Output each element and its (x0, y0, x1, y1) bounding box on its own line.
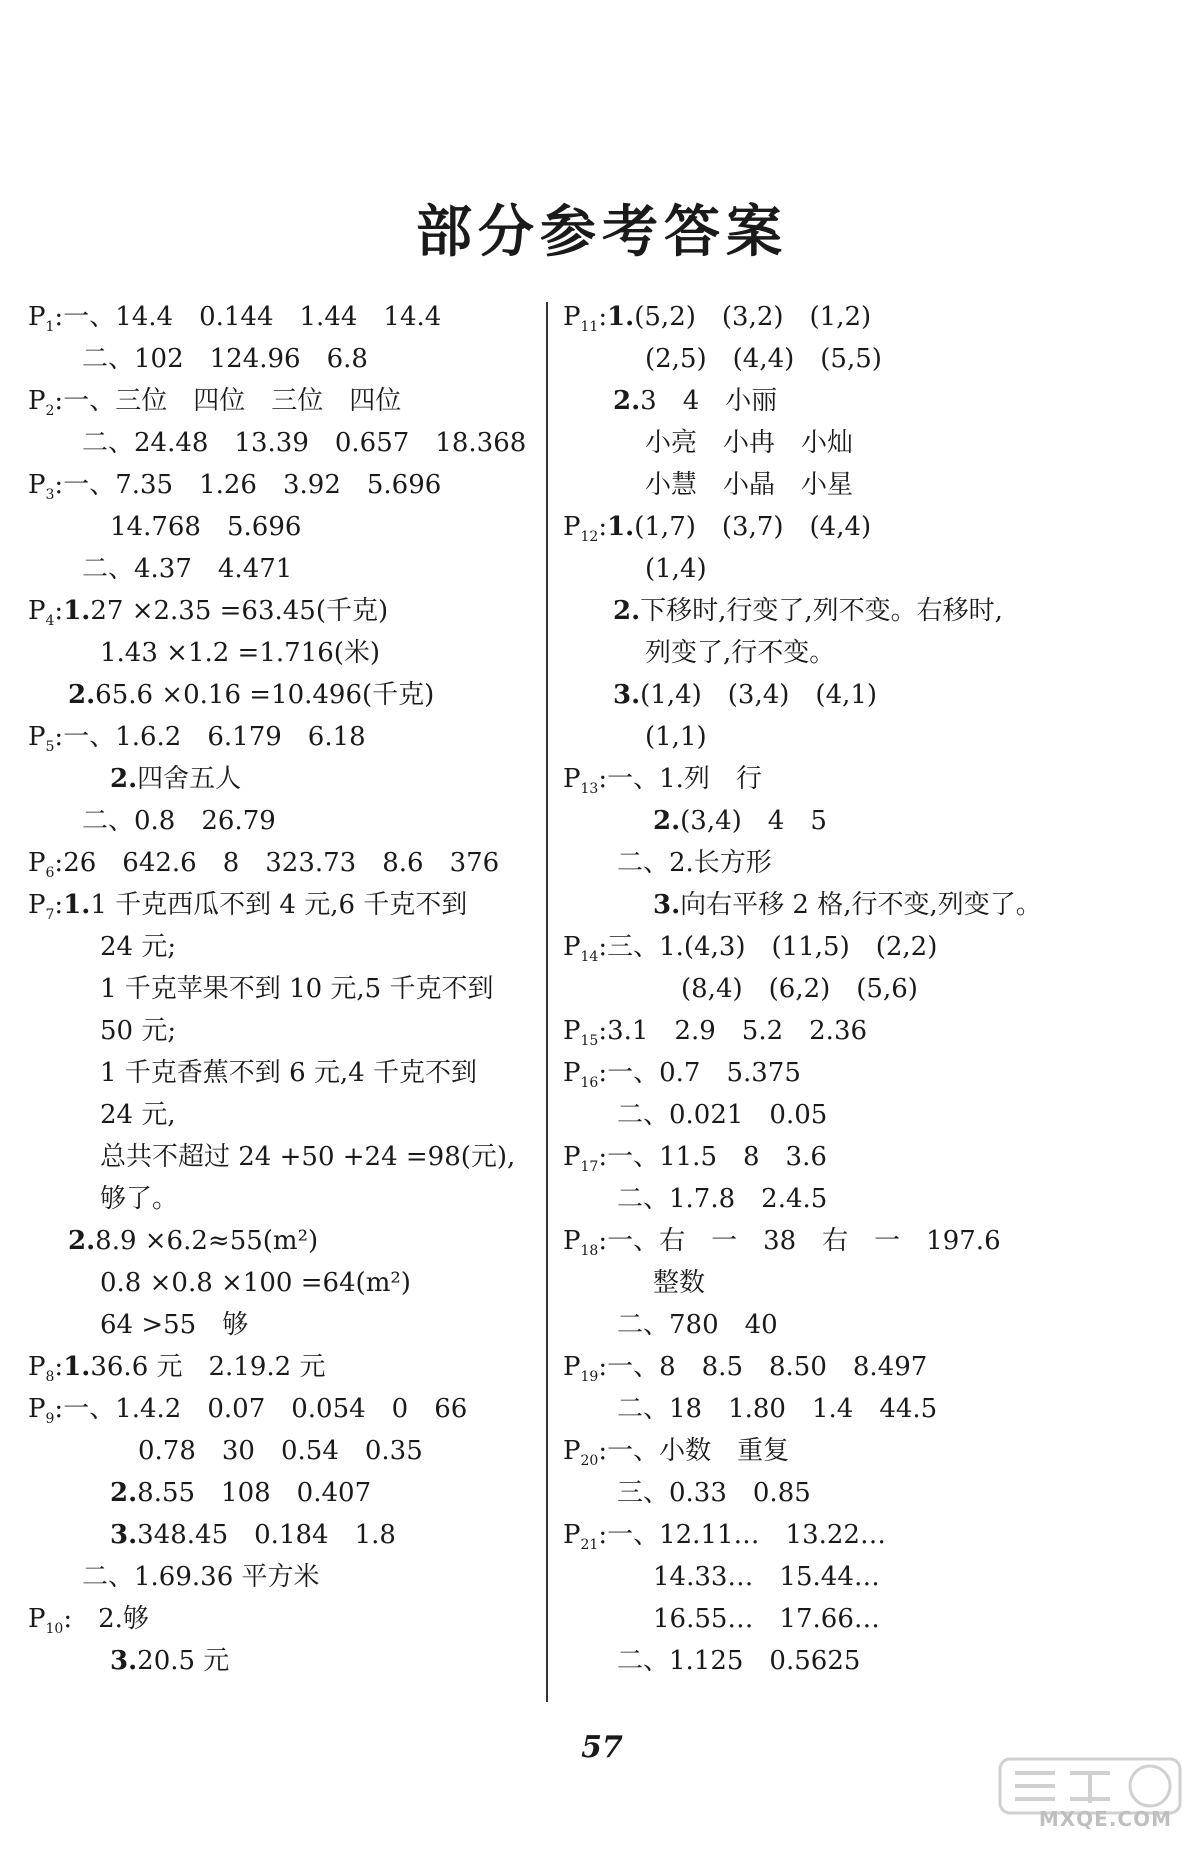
answer-line (28, 888, 467, 932)
answer-text: 50 元; (100, 1016, 177, 1046)
answer-line (100, 1266, 411, 1300)
answer-line (563, 1056, 801, 1100)
answer-text: (3,4) 4 5 (680, 806, 827, 836)
page-ref-label: $P_{13}$ (563, 764, 599, 797)
answer-line (100, 636, 380, 670)
answer-text: 24 元, (100, 1100, 176, 1130)
page-ref-label: $P_3$ (28, 470, 55, 503)
question-number: 3. (110, 1646, 138, 1676)
answer-text: 0.78 30 0.54 0.35 (138, 1436, 423, 1466)
answer-text: 整数 (653, 1268, 706, 1298)
answer-line (28, 594, 388, 638)
answer-text: (8,4) (6,2) (5,6) (681, 974, 918, 1004)
answer-text: 一、8 8.5 8.50 8.497 (607, 1352, 928, 1382)
answer-line (653, 1266, 705, 1300)
answer-text: 二、102 124.96 6.8 (82, 344, 368, 374)
answer-line (110, 762, 241, 796)
answer-line (28, 300, 441, 344)
answer-line (28, 384, 401, 428)
page-ref-label: $P_8$ (28, 1352, 55, 1385)
page-ref-label: $P_{15}$ (563, 1016, 599, 1049)
answer-line (110, 1518, 396, 1552)
question-number: 3. (110, 1520, 138, 1550)
column-divider (546, 302, 548, 1702)
answer-text: 1 千克苹果不到 10 元,5 千克不到 (100, 974, 494, 1004)
page-ref-label: $P_4$ (28, 596, 55, 629)
label-separator: : (54, 1352, 64, 1382)
answer-text: 一、12.11… 13.22… (607, 1520, 886, 1550)
answer-line (681, 972, 918, 1006)
label-separator: : (54, 1394, 64, 1424)
answer-text: 二、2.长方形 (617, 848, 772, 878)
answer-line (110, 1644, 229, 1678)
answer-text: 36.6 元 2.19.2 元 (90, 1352, 326, 1382)
answer-line (28, 1392, 467, 1436)
page-ref-label: $P_{20}$ (563, 1436, 599, 1469)
answer-text: 一、1.6.2 6.179 6.18 (63, 722, 366, 752)
answer-line (110, 1476, 371, 1510)
question-number: 1. (607, 512, 635, 542)
label-separator: : (598, 1520, 608, 1550)
question-number: 2. (68, 680, 96, 710)
answer-text: 总共不超过 24 +50 +24 =98(元), (100, 1142, 516, 1172)
answer-line (653, 804, 827, 838)
answer-text: 三、0.33 0.85 (617, 1478, 811, 1508)
question-number: 1. (607, 302, 635, 332)
answer-line (563, 762, 762, 806)
answer-text: (1,4) (645, 554, 707, 584)
label-separator: : (54, 848, 64, 878)
answer-line (68, 1224, 318, 1258)
answer-text: 四舍五人 (137, 764, 242, 794)
answer-text: 8.9 ×6.2≈55(m²) (95, 1226, 319, 1256)
answer-text: 27 ×2.35 =63.45(千克) (90, 596, 389, 626)
answer-line (100, 1182, 178, 1216)
label-separator: : (54, 302, 64, 332)
page-ref-label: $P_1$ (28, 302, 55, 335)
answer-text: 二、1.69.36 平方米 (82, 1562, 320, 1592)
label-separator: : (598, 764, 608, 794)
answer-text: 一、右 一 38 右 一 197.6 (607, 1226, 1001, 1256)
page-ref-label: $P_{18}$ (563, 1226, 599, 1259)
page-ref-label: $P_{21}$ (563, 1520, 599, 1553)
answer-line (28, 720, 366, 764)
answer-line (617, 1182, 827, 1216)
answer-line (653, 1560, 880, 1594)
question-number: 3. (653, 890, 681, 920)
answer-line (100, 1098, 176, 1132)
label-separator: : (54, 722, 64, 752)
answer-text: 0.8 ×0.8 ×100 =64(m²) (100, 1268, 411, 1298)
label-separator: : (54, 596, 64, 626)
answer-line (645, 426, 853, 460)
answer-text: (2,5) (4,4) (5,5) (645, 344, 882, 374)
question-number: 2. (613, 386, 641, 416)
answer-line (645, 552, 707, 586)
answer-text: (1,7) (3,7) (4,4) (634, 512, 872, 542)
answer-line (100, 930, 176, 964)
watermark-text: MXQE.COM (1038, 1807, 1172, 1831)
answer-line (100, 1056, 477, 1090)
label-separator: : (54, 890, 64, 920)
answer-text: 14.768 5.696 (110, 512, 302, 542)
label-separator: : (598, 1058, 608, 1088)
answer-text: (1,1) (645, 722, 707, 752)
page-ref-label: $P_{10}$ (28, 1604, 64, 1637)
answer-text: 下移时,行变了,列不变。右移时, (640, 596, 1003, 626)
answer-text: 14.33… 15.44… (653, 1562, 880, 1592)
answer-line (617, 846, 772, 880)
answer-text: 348.45 0.184 1.8 (137, 1520, 396, 1550)
answer-text: 列变了,行不变。 (645, 638, 836, 668)
answer-line (100, 972, 494, 1006)
page-ref-label: $P_{12}$ (563, 512, 599, 545)
question-number: 1. (63, 890, 91, 920)
question-number: 2. (613, 596, 641, 626)
page-ref-label: $P_{16}$ (563, 1058, 599, 1091)
answer-text: 一、7.35 1.26 3.92 5.696 (63, 470, 442, 500)
answer-line (617, 1098, 827, 1132)
answer-text: 2.够 (72, 1604, 149, 1634)
answer-line (653, 888, 1042, 922)
label-separator: : (598, 302, 608, 332)
question-number: 1. (63, 1352, 91, 1382)
answer-line (68, 678, 434, 712)
answer-text: 三、1.(4,3) (11,5) (2,2) (607, 932, 938, 962)
answer-text: 24 元; (100, 932, 177, 962)
page-ref-label: $P_2$ (28, 386, 55, 419)
answer-text: 二、0.021 0.05 (617, 1100, 828, 1130)
answer-text: 二、0.8 26.79 (82, 806, 276, 836)
page-ref-label: $P_7$ (28, 890, 55, 923)
answer-line (613, 678, 877, 712)
answer-line (110, 510, 301, 544)
answer-line (100, 1140, 515, 1174)
answer-line (563, 1014, 867, 1058)
question-number: 2. (653, 806, 681, 836)
answer-line (82, 552, 292, 586)
question-number: 3. (613, 680, 641, 710)
answer-text: 8.55 108 0.407 (137, 1478, 372, 1508)
answer-line (645, 468, 853, 502)
answer-text: 65.6 ×0.16 =10.496(千克) (95, 680, 435, 710)
answer-line (138, 1434, 423, 1468)
label-separator: : (598, 1016, 608, 1046)
answer-text: 26 642.6 8 323.73 8.6 376 (63, 848, 500, 878)
answer-text: (5,2) (3,2) (1,2) (634, 302, 872, 332)
answer-line (82, 804, 276, 838)
answer-line (100, 1308, 248, 1342)
answer-text: 一、0.7 5.375 (607, 1058, 801, 1088)
answer-line (617, 1476, 811, 1510)
answer-text: 一、14.4 0.144 1.44 14.4 (63, 302, 442, 332)
page-ref-label: $P_9$ (28, 1394, 55, 1427)
answer-text: 1.43 ×1.2 =1.716(米) (100, 638, 381, 668)
answer-text: 一、1.4.2 0.07 0.054 0 66 (63, 1394, 468, 1424)
page-title: 部分参考答案 (416, 199, 788, 265)
label-separator: : (54, 386, 64, 416)
label-separator: : (54, 470, 64, 500)
answer-text: 小慧 小晶 小星 (645, 470, 854, 500)
answer-text: 二、18 1.80 1.4 44.5 (617, 1394, 938, 1424)
question-number: 1. (63, 596, 91, 626)
question-number: 2. (68, 1226, 96, 1256)
answer-line (100, 1014, 176, 1048)
label-separator: : (598, 512, 608, 542)
label-separator: : (598, 932, 608, 962)
answer-line (28, 468, 441, 512)
answer-text: 二、4.37 4.471 (82, 554, 293, 584)
answer-line (617, 1308, 778, 1342)
watermark-logo (990, 1753, 1190, 1841)
page-ref-label: $P_{17}$ (563, 1142, 599, 1175)
answer-text: 64 >55 够 (100, 1310, 249, 1340)
answer-line (563, 1140, 827, 1184)
answer-text: 一、11.5 8 3.6 (607, 1142, 827, 1172)
answer-line (82, 1560, 320, 1594)
answer-text: 二、780 40 (617, 1310, 778, 1340)
answer-line (563, 510, 871, 554)
answer-text: (1,4) (3,4) (4,1) (640, 680, 878, 710)
answer-line (617, 1392, 937, 1426)
page-ref-label: $P_6$ (28, 848, 55, 881)
answer-line (613, 384, 777, 418)
answer-line (28, 1602, 149, 1646)
answer-line (563, 1434, 789, 1478)
page-ref-label: $P_{11}$ (563, 302, 599, 335)
label-separator: : (63, 1604, 73, 1634)
answer-text: 向右平移 2 格,行不变,列变了。 (680, 890, 1042, 920)
answer-text: 3 4 小丽 (640, 386, 778, 416)
answer-line (28, 846, 499, 890)
answer-line (82, 426, 526, 460)
answer-line (28, 1350, 325, 1394)
answer-text: 1 千克西瓜不到 4 元,6 千克不到 (90, 890, 468, 920)
answer-line (613, 594, 1003, 628)
label-separator: : (598, 1226, 608, 1256)
answer-text: 一、1.列 行 (607, 764, 762, 794)
answer-text: 20.5 元 (137, 1646, 230, 1676)
answer-line (645, 720, 707, 754)
answer-text: 1 千克香蕉不到 6 元,4 千克不到 (100, 1058, 477, 1088)
answer-line (563, 1518, 886, 1562)
answer-text: 二、1.125 0.5625 (617, 1646, 861, 1676)
answer-text: 二、1.7.8 2.4.5 (617, 1184, 828, 1214)
answer-line (563, 1224, 1001, 1268)
answer-text: 小亮 小冉 小灿 (645, 428, 854, 458)
label-separator: : (598, 1352, 608, 1382)
answer-text: 一、小数 重复 (607, 1436, 790, 1466)
label-separator: : (598, 1436, 608, 1466)
page-number: 57 (581, 1730, 623, 1765)
answer-text: 一、三位 四位 三位 四位 (63, 386, 402, 416)
answer-text: 16.55… 17.66… (653, 1604, 880, 1634)
question-number: 2. (110, 1478, 138, 1508)
question-number: 2. (110, 764, 138, 794)
answer-text: 二、24.48 13.39 0.657 18.368 (82, 428, 527, 458)
answer-text: 3.1 2.9 5.2 2.36 (607, 1016, 868, 1046)
answer-line (563, 930, 937, 974)
answer-line (563, 1350, 927, 1394)
page-ref-label: $P_{19}$ (563, 1352, 599, 1385)
answer-text: 够了。 (100, 1184, 179, 1214)
answer-line (82, 342, 368, 376)
answer-line (645, 636, 835, 670)
page-ref-label: $P_5$ (28, 722, 55, 755)
label-separator: : (598, 1142, 608, 1172)
answer-line (645, 342, 882, 376)
answer-line (563, 300, 871, 344)
page-ref-label: $P_{14}$ (563, 932, 599, 965)
answer-line (653, 1602, 880, 1636)
answer-line (617, 1644, 860, 1678)
